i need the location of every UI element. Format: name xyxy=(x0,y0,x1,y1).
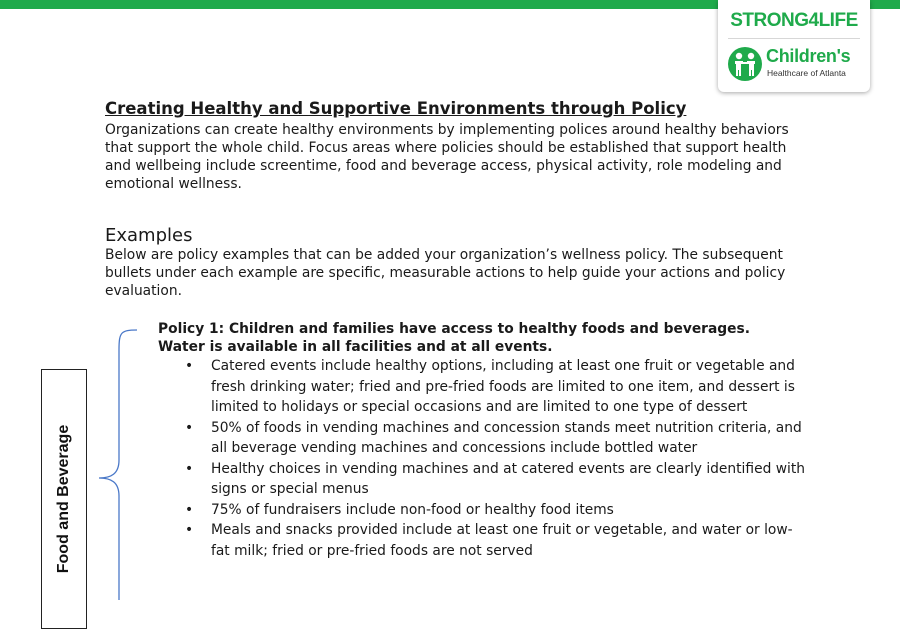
examples-paragraph: Below are policy examples that can be added your organization’s wellness policy. The subsequent bullets under each example are specific, measurable actions to help guide your actions and policy evaluation. xyxy=(105,247,786,299)
bullet-text: 75% of fundraisers include non-food or healthy food items xyxy=(211,501,614,518)
childrens-kids-logo-icon xyxy=(727,46,763,82)
childrens-subtitle: Healthcare of Atlanta xyxy=(767,68,846,78)
bullet-text: Catered events include healthy options, including at least one fruit or vegetable and fresh drinking water; fried and pre-fried foods are limited to one item, and dessert is limited to holidays or special occasions and are limited to one type of dessert xyxy=(211,358,795,415)
bullet-icon: • xyxy=(185,522,194,538)
intro-paragraph: Organizations can create healthy environments by implementing polices around healthy behaviors that support the whole child. Focus areas where policies should be established that support health and wellbeing include screentime, food and beverage access, physical activity, role modeling and emotional wellness. xyxy=(105,122,789,192)
bullet-icon: • xyxy=(185,358,194,374)
strong4life-logo: STRONG4LIFE xyxy=(730,10,858,31)
bullet-text: 50% of foods in vending machines and concession stands meet nutrition criteria, and all beverage vending machines and concessions include bottled water xyxy=(211,419,802,456)
bullet-text: Meals and snacks provided include at least one fruit or vegetable, and water or low-fat milk; fried or pre-fried foods are not served xyxy=(211,522,793,559)
childrens-name: Children's xyxy=(766,46,851,66)
list-item xyxy=(183,520,808,561)
section-heading: Creating Healthy and Supportive Environments through Policy xyxy=(105,99,687,118)
examples-title: Examples xyxy=(105,225,193,246)
bullet-icon: • xyxy=(185,460,194,477)
logo-divider xyxy=(728,38,860,39)
list-item xyxy=(183,356,808,418)
logo-card xyxy=(718,0,870,92)
food-and-beverage-label: Food and Beverage xyxy=(55,424,72,574)
food-and-beverage-label-box xyxy=(41,369,87,629)
policy-1-bullets xyxy=(183,356,808,561)
bullet-icon: • xyxy=(185,501,194,518)
bullet-text: Healthy choices in vending machines and at catered events are clearly identified with signs or special menus xyxy=(211,460,805,497)
list-item xyxy=(183,418,808,459)
curly-brace xyxy=(95,328,141,600)
bullet-icon: • xyxy=(185,419,194,436)
list-item xyxy=(183,459,808,500)
list-item xyxy=(183,500,808,521)
policy-1-title: Policy 1: Children and families have access to healthy foods and beverages. Water is available in all facilities and at all events. xyxy=(158,321,750,355)
